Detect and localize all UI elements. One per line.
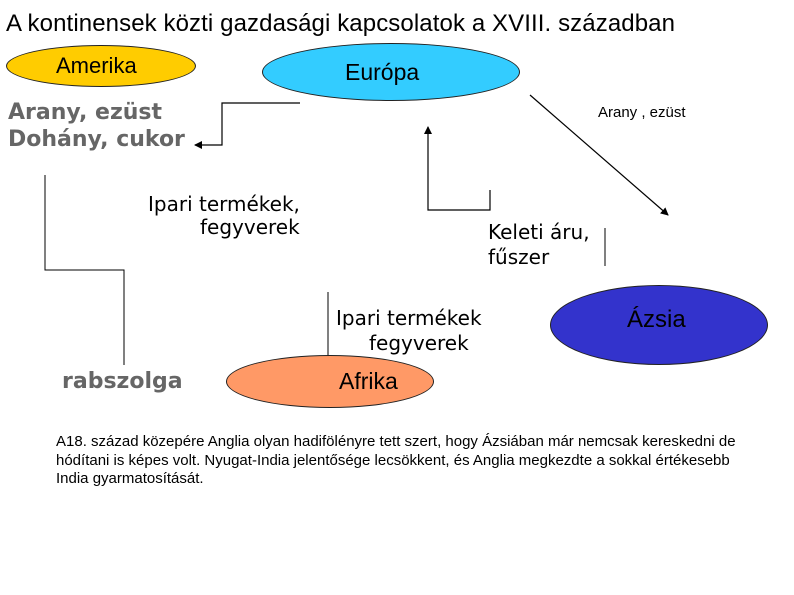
flow-keleti-line-2: fűszer xyxy=(488,245,550,269)
connector-keleti-aru xyxy=(428,127,490,210)
flow-europa-to-azsia: Arany , ezüst xyxy=(598,104,686,121)
flow-amerika-line-2: Dohány, cukor xyxy=(8,127,185,152)
flow-afrika-to-amerika: rabszolga xyxy=(62,369,183,394)
flow-amerika-line-1: Arany, ezüst xyxy=(8,100,163,125)
flow-europa-to-afrika xyxy=(148,193,300,239)
flow-keleti-line-1: Keleti áru, xyxy=(488,220,590,244)
flow-ipari-line-1: Ipari termékek, xyxy=(148,192,300,216)
node-afrika-label: Afrika xyxy=(339,368,398,394)
flow-amerika-to-europa xyxy=(8,99,185,153)
node-azsia-label: Ázsia xyxy=(627,306,686,333)
connector-amerika-rabszolga xyxy=(45,175,124,365)
flow-europa-to-afrika-2 xyxy=(336,306,482,356)
node-amerika xyxy=(6,45,196,87)
page-title: A kontinensek közti gazdasági kapcsolatok a XVIII. században xyxy=(6,10,676,37)
description-paragraph: A18. század közepére Anglia olyan hadifölényre tett szert, hogy Ázsiában már nemcsak kereskedni de hódítani is képes volt. Nyugat-India jelentősége lecsökkent, és Anglia megkezdte a sokkal értékesebb India gyarmatosítását. xyxy=(56,433,736,487)
connector-europa-to-ipari xyxy=(195,103,300,145)
node-europa-label: Európa xyxy=(345,59,420,85)
node-afrika xyxy=(226,355,434,408)
node-amerika-label: Amerika xyxy=(56,53,137,78)
flow-ipari-line-2: fegyverek xyxy=(200,215,300,239)
flow-ipari2-line-2: fegyverek xyxy=(369,331,469,355)
node-europa xyxy=(262,43,520,101)
flow-ipari2-line-1: Ipari termékek xyxy=(336,306,482,330)
flow-azsia-to-europa xyxy=(488,220,590,270)
node-azsia xyxy=(550,285,768,365)
